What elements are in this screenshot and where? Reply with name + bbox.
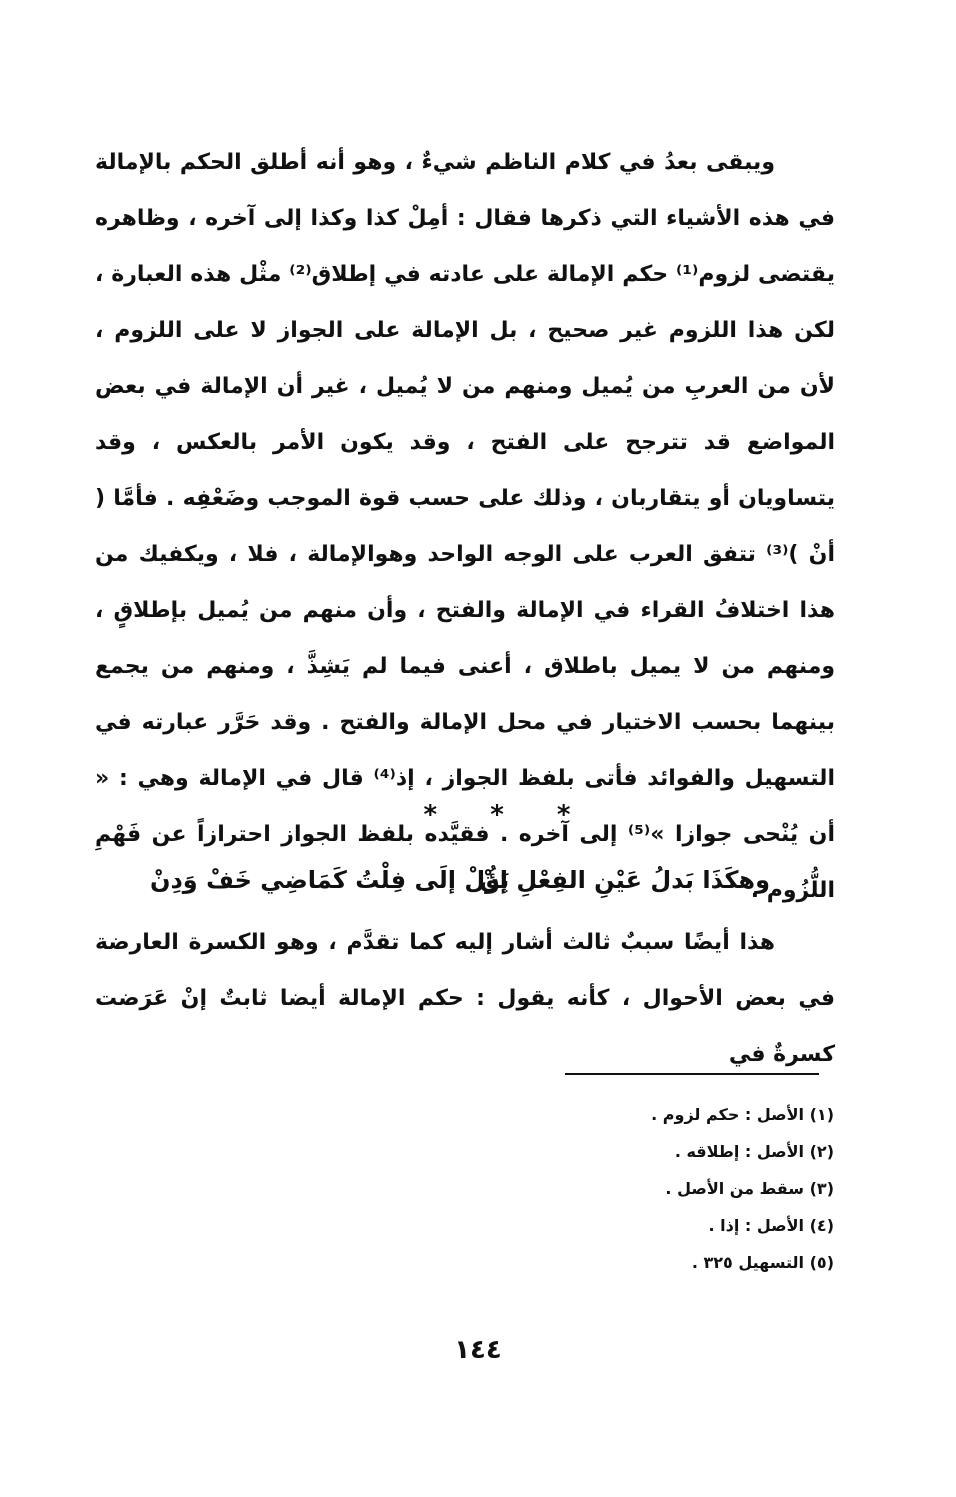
footnote-divider [565,1073,819,1075]
verse-second-hemistich: يَؤُلْ إلَى فِلْتُ كَمَاضِي خَفْ وَدِنْ [150,866,510,894]
commentary-text-block [95,915,835,1083]
paragraph-1: ويبقى بعدُ في كلام الناظم شيءٌ ، وهو أنه أطلق الحكم بالإمالة في هذه الأشياء التي ذكرها فقال : أمِلْ كذا وكذا إلى آخره ، وظاهره يقتضى لزوم⁽¹⁾ حكم الإمالة على عادته في إطلاق⁽²⁾ مثْل هذه العبارة ، لكن هذا اللزوم غير صحيح ، بل الإمالة على الجواز لا على اللزوم ، لأن من العربِ من يُميل ومنهم من لا يُميل ، غير أن الإمالة في بعض المواضع قد تترجح على الفتح ، وقد يكون الأمر بالعكس ، وقد يتساويان أو يتقاربان ، وذلك على حسب قوة الموجب وضَعْفِه . فأمَّا ( أنْ )⁽³⁾ تتفق العرب على الوجه الواحد وهوالإمالة ، فلا ، ويكفيك من هذا اختلافُ القراء في الإمالة والفتح ، وأن منهم من يُميل بإطلاقٍ ، ومنهم من لا يميل باطلاق ، أعنى فيما لم يَشِذَّ ، ومنهم من يجمع بينهما بحسب الاختيار في محل الإمالة والفتح . وقد حَرَّر عبارته في التسهيل والفوائد فأتى بلفظ الجواز ، إذ⁽⁴⁾ قال في الإمالة وهي : « أن يُنْحى جوازا »⁽⁵⁾ إلى آخره . فقيَّده بلفظ الجواز احترازاً عن فَهْمِ اللُّزُوم . [95,150,835,903]
page-number: ١٤٤ [454,1335,502,1365]
paragraph-2: هذا أيضًا سببٌ ثالث أشار إليه كما تقدَّم ، وهو الكسرة العارضة في بعض الأحوال ، كأنه يقول : حكم الإمالة أيضا ثابتٌ إنْ عَرَضت كسرةٌ في [95,930,835,1067]
verse-line [150,852,770,908]
footnote-1: (١) الأصل : حكم لزوم . [651,1105,834,1124]
footnotes [334,1096,834,1281]
footnote-5: (٥) التسهيل ٣٢٥ . [691,1253,834,1272]
footnote-3: (٣) سقط من الأصل . [665,1179,834,1198]
verse-first-hemistich: وهكَذَا بَدلُ عَيْنِ الفِعْلِ إنْ [479,866,770,894]
footnote-4: (٤) الأصل : إذا . [708,1216,834,1235]
section-separator: * * * [423,800,593,830]
footnote-2: (٢) الأصل : إطلاقه . [674,1142,834,1161]
